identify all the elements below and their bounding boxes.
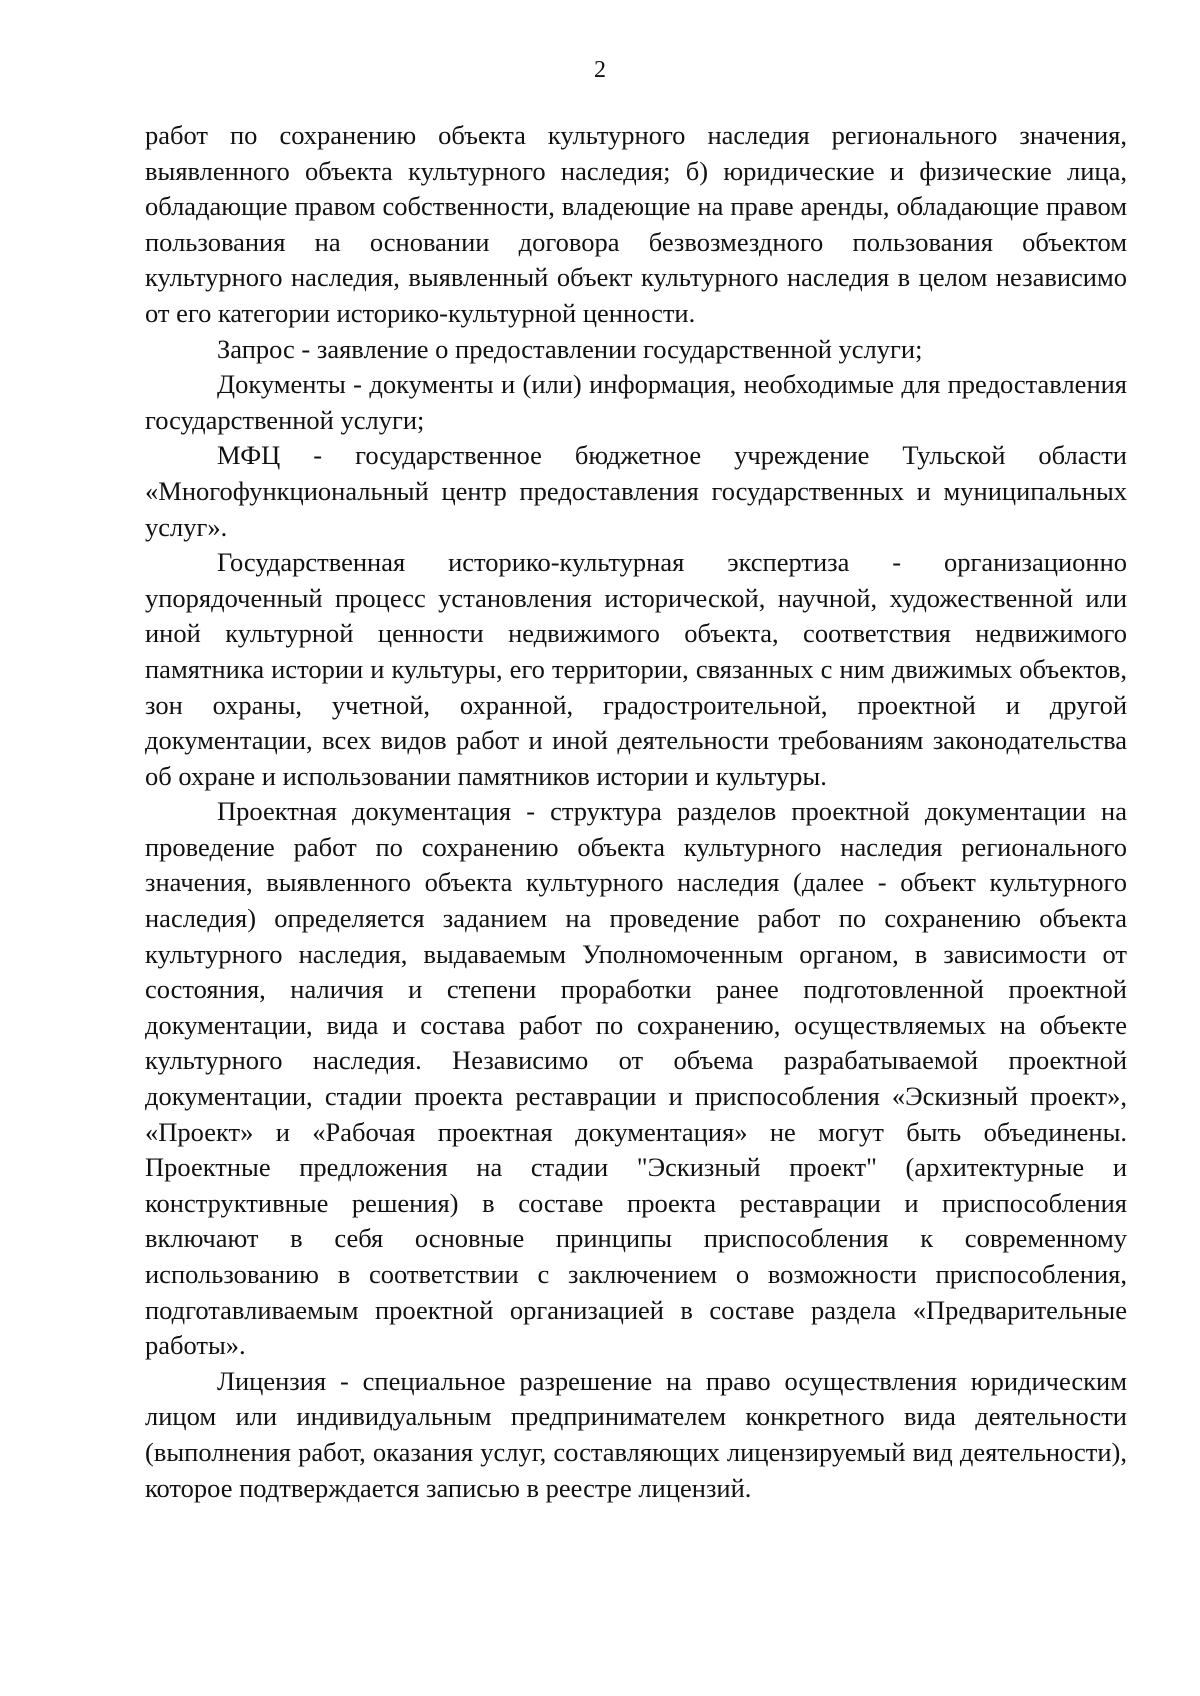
paragraph-license-definition: Лицензия - специальное разрешение на право осуществления юридическим лицом или индивидуальным предпринимателем конкретного вида деятельности (выполнения работ, оказания услуг, составляющих лицензируемый вид деятельности), которое подтверждается записью в реестре лицензий. — [145, 1365, 1127, 1503]
paragraph-dokumenty-definition: Документы - документы и (или) информация, необходимые для предоставления государственной услуги; — [145, 369, 1127, 435]
paragraph-expertiza-definition: Государственная историко-культурная экспертиза - организационно упорядоченный процесс установления исторической, научной, художественной или иной культурной ценности недвижимого объекта, соответствия недвижимого памятника истории и культуры, его территории, связанных с ним движимых объектов, зон охраны, учетной, охранной, градостроительной, проектной и другой документации, всех видов работ и иной деятельности требованиям законодательства об охране и использовании памятников истории и культуры. — [145, 547, 1127, 791]
paragraph-project-documentation-definition: Проектная документация - структура разделов проектной документации на проведение работ по сохранению объекта культурного наследия регионального значения, выявленного объекта культурного наследия (далее - объект культурного наследия) определяется заданием на проведение работ по сохранению объекта культурного наследия, выдаваемым Уполномоченным органом, в зависимости от состояния, наличия и степени проработки ранее подготовленной проектной документации, вида и состава работ по сохранению, осуществляемых на объекте культурного наследия. Независимо от объема разрабатываемой проектной документации, стадии проекта реставрации и приспособления «Эскизный проект», «Проект» и «Рабочая проектная документация» не могут быть объединены. Проектные предложения на стадии "Эскизный проект" (архитектурные и конструктивные решения) в составе проекта реставрации и приспособления включают в себя основные принципы приспособления к современному использованию в соответствии с заключением о возможности приспособления, подготавливаемым проектной организацией в составе раздела «Предварительные работы». — [145, 796, 1127, 1361]
document-body — [145, 118, 1127, 1506]
paragraph-mfc-definition: МФЦ - государственное бюджетное учреждение Тульской области «Многофункциональный центр предоставления государственных и муниципальных услуг». — [145, 440, 1127, 542]
paragraph-continuation: работ по сохранению объекта культурного наследия регионального значения, выявленного объекта культурного наследия; б) юридические и физические лица, обладающие правом собственности, владеющие на праве аренды, обладающие правом пользования на основании договора безвозмездного пользования объектом культурного наследия, выявленный объект культурного наследия в целом независимо от его категории историко-культурной ценности. — [145, 120, 1127, 328]
page-number: 2 — [594, 57, 606, 83]
paragraph-zapros-definition: Запрос - заявление о предоставлении государственной услуги; — [217, 333, 923, 364]
